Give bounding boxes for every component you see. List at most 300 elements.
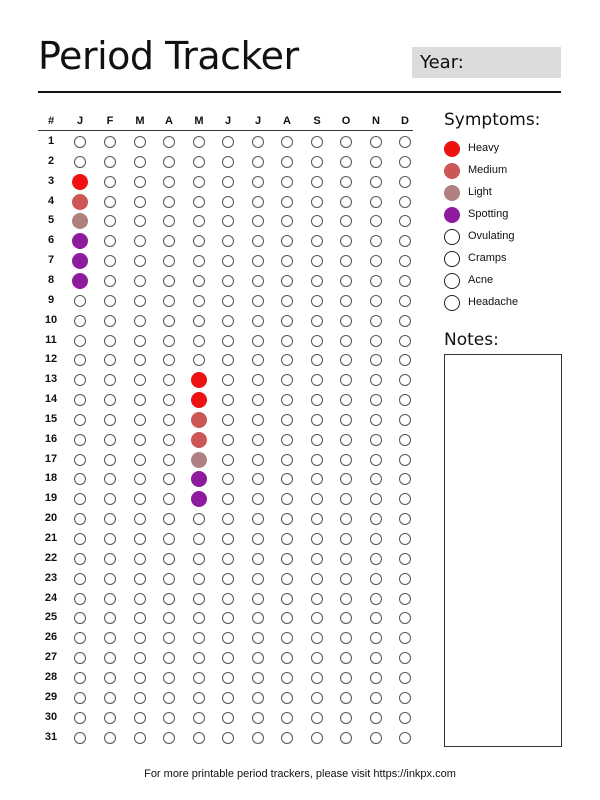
day-cell[interactable]	[222, 215, 234, 227]
day-cell[interactable]	[311, 196, 323, 208]
day-cell[interactable]	[74, 652, 86, 664]
day-cell[interactable]	[134, 156, 146, 168]
day-cell[interactable]	[104, 632, 116, 644]
day-cell[interactable]	[370, 295, 382, 307]
day-cell[interactable]	[193, 632, 205, 644]
day-cell[interactable]	[340, 573, 352, 585]
day-cell[interactable]	[222, 196, 234, 208]
day-cell[interactable]	[399, 354, 411, 366]
day-cell[interactable]	[311, 414, 323, 426]
day-cell[interactable]	[193, 672, 205, 684]
day-cell[interactable]	[252, 593, 264, 605]
day-cell[interactable]	[311, 533, 323, 545]
day-cell[interactable]	[134, 573, 146, 585]
day-cell[interactable]	[281, 573, 293, 585]
day-cell[interactable]	[281, 156, 293, 168]
day-cell[interactable]	[104, 553, 116, 565]
day-cell[interactable]	[163, 473, 175, 485]
day-cell[interactable]	[281, 315, 293, 327]
day-cell[interactable]	[193, 612, 205, 624]
day-cell[interactable]	[134, 176, 146, 188]
day-cell[interactable]	[281, 434, 293, 446]
day-cell[interactable]	[399, 136, 411, 148]
day-cell[interactable]	[163, 573, 175, 585]
day-cell[interactable]	[399, 374, 411, 386]
day-cell[interactable]	[193, 593, 205, 605]
day-cell[interactable]	[340, 176, 352, 188]
day-cell[interactable]	[281, 235, 293, 247]
day-cell[interactable]	[104, 255, 116, 267]
day-cell[interactable]	[104, 215, 116, 227]
day-cell[interactable]	[222, 434, 234, 446]
day-cell[interactable]	[74, 573, 86, 585]
day-cell[interactable]	[252, 573, 264, 585]
day-cell[interactable]	[370, 374, 382, 386]
day-cell[interactable]	[252, 255, 264, 267]
day-cell[interactable]	[74, 156, 86, 168]
day-cell[interactable]	[370, 196, 382, 208]
day-cell[interactable]	[252, 295, 264, 307]
day-cell[interactable]	[163, 632, 175, 644]
day-cell[interactable]	[222, 235, 234, 247]
day-cell[interactable]	[340, 434, 352, 446]
day-cell[interactable]	[252, 513, 264, 525]
day-cell[interactable]	[252, 612, 264, 624]
day-cell[interactable]	[399, 275, 411, 287]
day-cell[interactable]	[311, 712, 323, 724]
day-cell[interactable]	[399, 176, 411, 188]
day-cell[interactable]	[134, 394, 146, 406]
day-cell[interactable]	[134, 354, 146, 366]
day-cell[interactable]	[252, 672, 264, 684]
day-cell[interactable]	[163, 454, 175, 466]
day-cell[interactable]	[104, 593, 116, 605]
day-cell[interactable]	[191, 392, 207, 408]
day-cell[interactable]	[252, 196, 264, 208]
day-cell[interactable]	[74, 692, 86, 704]
day-cell[interactable]	[311, 215, 323, 227]
day-cell[interactable]	[104, 235, 116, 247]
day-cell[interactable]	[340, 553, 352, 565]
day-cell[interactable]	[134, 593, 146, 605]
day-cell[interactable]	[281, 652, 293, 664]
day-cell[interactable]	[163, 235, 175, 247]
day-cell[interactable]	[370, 652, 382, 664]
day-cell[interactable]	[134, 196, 146, 208]
day-cell[interactable]	[191, 412, 207, 428]
day-cell[interactable]	[104, 295, 116, 307]
day-cell[interactable]	[74, 533, 86, 545]
day-cell[interactable]	[134, 414, 146, 426]
day-cell[interactable]	[399, 493, 411, 505]
day-cell[interactable]	[281, 374, 293, 386]
day-cell[interactable]	[74, 732, 86, 744]
day-cell[interactable]	[104, 136, 116, 148]
day-cell[interactable]	[399, 692, 411, 704]
day-cell[interactable]	[72, 253, 88, 269]
day-cell[interactable]	[104, 612, 116, 624]
day-cell[interactable]	[104, 493, 116, 505]
day-cell[interactable]	[370, 612, 382, 624]
day-cell[interactable]	[311, 454, 323, 466]
day-cell[interactable]	[193, 335, 205, 347]
day-cell[interactable]	[193, 732, 205, 744]
day-cell[interactable]	[104, 414, 116, 426]
day-cell[interactable]	[163, 394, 175, 406]
day-cell[interactable]	[104, 196, 116, 208]
day-cell[interactable]	[252, 315, 264, 327]
day-cell[interactable]	[399, 712, 411, 724]
day-cell[interactable]	[252, 652, 264, 664]
day-cell[interactable]	[222, 454, 234, 466]
day-cell[interactable]	[74, 295, 86, 307]
day-cell[interactable]	[399, 394, 411, 406]
day-cell[interactable]	[370, 573, 382, 585]
day-cell[interactable]	[222, 553, 234, 565]
day-cell[interactable]	[399, 255, 411, 267]
day-cell[interactable]	[193, 235, 205, 247]
day-cell[interactable]	[74, 593, 86, 605]
day-cell[interactable]	[193, 652, 205, 664]
day-cell[interactable]	[222, 136, 234, 148]
day-cell[interactable]	[163, 553, 175, 565]
day-cell[interactable]	[193, 315, 205, 327]
day-cell[interactable]	[311, 275, 323, 287]
day-cell[interactable]	[252, 335, 264, 347]
day-cell[interactable]	[370, 394, 382, 406]
day-cell[interactable]	[370, 632, 382, 644]
day-cell[interactable]	[163, 176, 175, 188]
day-cell[interactable]	[222, 473, 234, 485]
day-cell[interactable]	[163, 295, 175, 307]
day-cell[interactable]	[222, 295, 234, 307]
day-cell[interactable]	[163, 513, 175, 525]
day-cell[interactable]	[399, 196, 411, 208]
day-cell[interactable]	[340, 394, 352, 406]
day-cell[interactable]	[163, 593, 175, 605]
day-cell[interactable]	[222, 394, 234, 406]
day-cell[interactable]	[104, 394, 116, 406]
day-cell[interactable]	[72, 174, 88, 190]
day-cell[interactable]	[222, 176, 234, 188]
day-cell[interactable]	[281, 672, 293, 684]
day-cell[interactable]	[399, 414, 411, 426]
day-cell[interactable]	[311, 156, 323, 168]
day-cell[interactable]	[191, 372, 207, 388]
day-cell[interactable]	[281, 255, 293, 267]
day-cell[interactable]	[311, 255, 323, 267]
day-cell[interactable]	[340, 672, 352, 684]
day-cell[interactable]	[311, 652, 323, 664]
day-cell[interactable]	[281, 454, 293, 466]
day-cell[interactable]	[340, 732, 352, 744]
day-cell[interactable]	[370, 553, 382, 565]
day-cell[interactable]	[222, 533, 234, 545]
day-cell[interactable]	[252, 553, 264, 565]
day-cell[interactable]	[222, 414, 234, 426]
day-cell[interactable]	[74, 513, 86, 525]
day-cell[interactable]	[104, 434, 116, 446]
day-cell[interactable]	[340, 652, 352, 664]
day-cell[interactable]	[399, 315, 411, 327]
day-cell[interactable]	[134, 255, 146, 267]
day-cell[interactable]	[193, 533, 205, 545]
day-cell[interactable]	[134, 712, 146, 724]
day-cell[interactable]	[222, 573, 234, 585]
day-cell[interactable]	[399, 235, 411, 247]
day-cell[interactable]	[222, 593, 234, 605]
day-cell[interactable]	[104, 315, 116, 327]
day-cell[interactable]	[193, 295, 205, 307]
day-cell[interactable]	[399, 612, 411, 624]
day-cell[interactable]	[252, 156, 264, 168]
day-cell[interactable]	[74, 454, 86, 466]
day-cell[interactable]	[104, 533, 116, 545]
day-cell[interactable]	[340, 235, 352, 247]
day-cell[interactable]	[134, 335, 146, 347]
day-cell[interactable]	[134, 533, 146, 545]
day-cell[interactable]	[193, 196, 205, 208]
day-cell[interactable]	[104, 176, 116, 188]
day-cell[interactable]	[370, 156, 382, 168]
day-cell[interactable]	[134, 732, 146, 744]
day-cell[interactable]	[191, 471, 207, 487]
day-cell[interactable]	[163, 374, 175, 386]
day-cell[interactable]	[370, 454, 382, 466]
day-cell[interactable]	[74, 672, 86, 684]
day-cell[interactable]	[281, 513, 293, 525]
day-cell[interactable]	[134, 275, 146, 287]
day-cell[interactable]	[252, 176, 264, 188]
day-cell[interactable]	[134, 295, 146, 307]
day-cell[interactable]	[191, 452, 207, 468]
day-cell[interactable]	[252, 732, 264, 744]
day-cell[interactable]	[104, 156, 116, 168]
day-cell[interactable]	[399, 533, 411, 545]
day-cell[interactable]	[340, 513, 352, 525]
day-cell[interactable]	[399, 732, 411, 744]
day-cell[interactable]	[104, 473, 116, 485]
day-cell[interactable]	[340, 473, 352, 485]
day-cell[interactable]	[281, 493, 293, 505]
day-cell[interactable]	[191, 491, 207, 507]
day-cell[interactable]	[163, 275, 175, 287]
day-cell[interactable]	[281, 215, 293, 227]
day-cell[interactable]	[281, 553, 293, 565]
day-cell[interactable]	[104, 374, 116, 386]
day-cell[interactable]	[104, 732, 116, 744]
day-cell[interactable]	[281, 632, 293, 644]
day-cell[interactable]	[311, 335, 323, 347]
day-cell[interactable]	[281, 176, 293, 188]
day-cell[interactable]	[340, 295, 352, 307]
day-cell[interactable]	[193, 255, 205, 267]
day-cell[interactable]	[163, 732, 175, 744]
day-cell[interactable]	[399, 672, 411, 684]
day-cell[interactable]	[281, 414, 293, 426]
day-cell[interactable]	[252, 454, 264, 466]
day-cell[interactable]	[281, 136, 293, 148]
day-cell[interactable]	[311, 632, 323, 644]
day-cell[interactable]	[222, 335, 234, 347]
day-cell[interactable]	[399, 156, 411, 168]
day-cell[interactable]	[163, 652, 175, 664]
day-cell[interactable]	[163, 493, 175, 505]
day-cell[interactable]	[370, 473, 382, 485]
day-cell[interactable]	[104, 275, 116, 287]
day-cell[interactable]	[252, 394, 264, 406]
day-cell[interactable]	[74, 493, 86, 505]
day-cell[interactable]	[311, 136, 323, 148]
day-cell[interactable]	[399, 473, 411, 485]
day-cell[interactable]	[252, 414, 264, 426]
day-cell[interactable]	[311, 394, 323, 406]
day-cell[interactable]	[222, 513, 234, 525]
day-cell[interactable]	[222, 692, 234, 704]
day-cell[interactable]	[340, 374, 352, 386]
day-cell[interactable]	[311, 672, 323, 684]
day-cell[interactable]	[311, 235, 323, 247]
day-cell[interactable]	[163, 672, 175, 684]
day-cell[interactable]	[252, 712, 264, 724]
day-cell[interactable]	[104, 672, 116, 684]
day-cell[interactable]	[281, 712, 293, 724]
day-cell[interactable]	[399, 434, 411, 446]
day-cell[interactable]	[370, 712, 382, 724]
day-cell[interactable]	[134, 434, 146, 446]
day-cell[interactable]	[399, 454, 411, 466]
day-cell[interactable]	[163, 612, 175, 624]
day-cell[interactable]	[104, 354, 116, 366]
day-cell[interactable]	[399, 593, 411, 605]
day-cell[interactable]	[134, 652, 146, 664]
day-cell[interactable]	[134, 136, 146, 148]
day-cell[interactable]	[163, 315, 175, 327]
day-cell[interactable]	[370, 434, 382, 446]
day-cell[interactable]	[340, 493, 352, 505]
day-cell[interactable]	[281, 732, 293, 744]
day-cell[interactable]	[163, 196, 175, 208]
day-cell[interactable]	[134, 513, 146, 525]
day-cell[interactable]	[281, 354, 293, 366]
day-cell[interactable]	[252, 215, 264, 227]
day-cell[interactable]	[193, 275, 205, 287]
day-cell[interactable]	[222, 632, 234, 644]
day-cell[interactable]	[281, 196, 293, 208]
day-cell[interactable]	[74, 374, 86, 386]
day-cell[interactable]	[163, 692, 175, 704]
day-cell[interactable]	[193, 573, 205, 585]
day-cell[interactable]	[222, 672, 234, 684]
day-cell[interactable]	[193, 513, 205, 525]
day-cell[interactable]	[281, 593, 293, 605]
day-cell[interactable]	[340, 196, 352, 208]
day-cell[interactable]	[104, 652, 116, 664]
day-cell[interactable]	[252, 275, 264, 287]
day-cell[interactable]	[370, 335, 382, 347]
day-cell[interactable]	[281, 692, 293, 704]
day-cell[interactable]	[163, 255, 175, 267]
day-cell[interactable]	[311, 612, 323, 624]
day-cell[interactable]	[370, 672, 382, 684]
day-cell[interactable]	[104, 573, 116, 585]
day-cell[interactable]	[311, 732, 323, 744]
day-cell[interactable]	[252, 136, 264, 148]
day-cell[interactable]	[222, 275, 234, 287]
day-cell[interactable]	[193, 136, 205, 148]
day-cell[interactable]	[311, 513, 323, 525]
day-cell[interactable]	[311, 473, 323, 485]
day-cell[interactable]	[370, 176, 382, 188]
day-cell[interactable]	[370, 354, 382, 366]
day-cell[interactable]	[399, 573, 411, 585]
day-cell[interactable]	[74, 473, 86, 485]
day-cell[interactable]	[311, 295, 323, 307]
day-cell[interactable]	[311, 573, 323, 585]
day-cell[interactable]	[399, 553, 411, 565]
day-cell[interactable]	[370, 136, 382, 148]
day-cell[interactable]	[193, 354, 205, 366]
day-cell[interactable]	[370, 275, 382, 287]
day-cell[interactable]	[163, 434, 175, 446]
day-cell[interactable]	[399, 513, 411, 525]
day-cell[interactable]	[74, 712, 86, 724]
day-cell[interactable]	[340, 414, 352, 426]
day-cell[interactable]	[281, 275, 293, 287]
day-cell[interactable]	[222, 732, 234, 744]
day-cell[interactable]	[370, 215, 382, 227]
day-cell[interactable]	[340, 354, 352, 366]
day-cell[interactable]	[74, 354, 86, 366]
day-cell[interactable]	[104, 712, 116, 724]
day-cell[interactable]	[72, 273, 88, 289]
day-cell[interactable]	[193, 553, 205, 565]
day-cell[interactable]	[340, 215, 352, 227]
day-cell[interactable]	[399, 632, 411, 644]
day-cell[interactable]	[340, 136, 352, 148]
day-cell[interactable]	[193, 712, 205, 724]
day-cell[interactable]	[74, 394, 86, 406]
day-cell[interactable]	[72, 194, 88, 210]
day-cell[interactable]	[252, 374, 264, 386]
day-cell[interactable]	[252, 473, 264, 485]
day-cell[interactable]	[281, 533, 293, 545]
day-cell[interactable]	[370, 692, 382, 704]
day-cell[interactable]	[134, 374, 146, 386]
day-cell[interactable]	[74, 335, 86, 347]
day-cell[interactable]	[311, 354, 323, 366]
day-cell[interactable]	[311, 593, 323, 605]
day-cell[interactable]	[193, 692, 205, 704]
day-cell[interactable]	[163, 354, 175, 366]
day-cell[interactable]	[370, 513, 382, 525]
day-cell[interactable]	[252, 632, 264, 644]
day-cell[interactable]	[370, 315, 382, 327]
day-cell[interactable]	[311, 434, 323, 446]
day-cell[interactable]	[311, 176, 323, 188]
day-cell[interactable]	[340, 593, 352, 605]
day-cell[interactable]	[340, 156, 352, 168]
day-cell[interactable]	[134, 215, 146, 227]
day-cell[interactable]	[193, 156, 205, 168]
day-cell[interactable]	[222, 354, 234, 366]
day-cell[interactable]	[340, 632, 352, 644]
day-cell[interactable]	[340, 335, 352, 347]
day-cell[interactable]	[370, 493, 382, 505]
day-cell[interactable]	[340, 533, 352, 545]
day-cell[interactable]	[222, 156, 234, 168]
day-cell[interactable]	[340, 612, 352, 624]
